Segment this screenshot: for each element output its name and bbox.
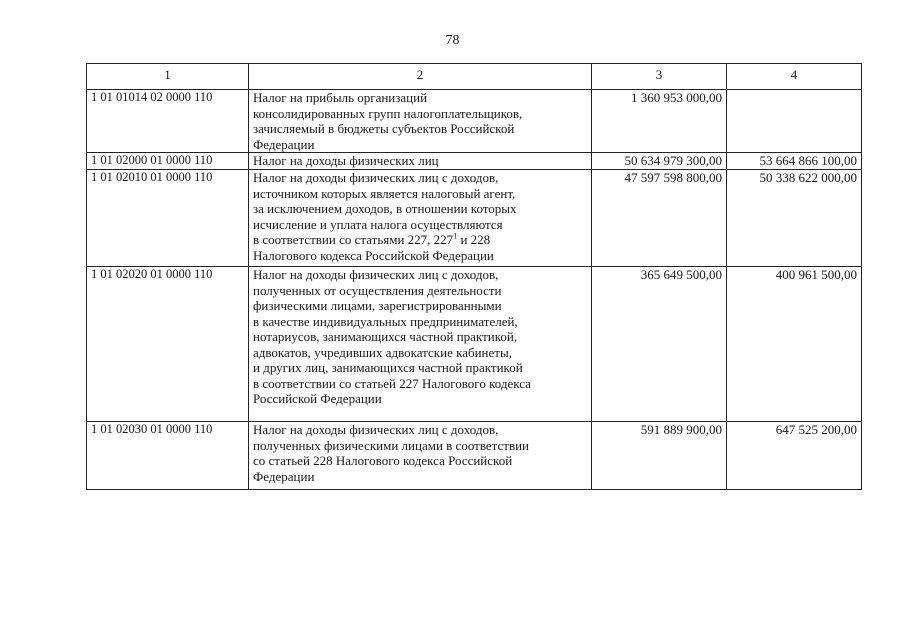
- amount-column-3-cell: 50 634 979 300,00: [592, 153, 727, 170]
- amount-column-4-cell: 53 664 866 100,00: [727, 153, 862, 170]
- column-header-4: 4: [727, 64, 862, 90]
- column-header-1: 1: [87, 64, 249, 90]
- table-row: [87, 267, 862, 422]
- amount-column-3-cell: 591 889 900,00: [592, 422, 727, 490]
- budget-code-cell: 1 01 02020 01 0000 110: [87, 267, 249, 422]
- description-cell: Налог на доходы физических лиц с доходов, полученных от осуществления деятельности физическими лицами, зарегистрированными в качестве индивидуальных предпринимателей, нотариусов, занимающихся частной практикой, адвокатов, учредивших адвокатские кабинеты, и других лиц, занимающихся частной практикой в соответствии со статьей 227 Налогового кодекса Российской Федерации: [249, 267, 592, 422]
- table-row: [87, 422, 862, 490]
- amount-column-3-cell: 365 649 500,00: [592, 267, 727, 422]
- table-row: [87, 170, 862, 267]
- description-cell: Налог на прибыль организаций консолидированных групп налогоплательщиков, зачисляемый в бюджеты субъектов Российской Федерации: [249, 90, 592, 153]
- column-header-3: 3: [592, 64, 727, 90]
- amount-column-4-cell: 647 525 200,00: [727, 422, 862, 490]
- budget-code-cell: 1 01 02000 01 0000 110: [87, 153, 249, 170]
- description-text: Налог на доходы физических лиц с доходов, источником которых является налоговый агент, за исключением доходов, в отношении которых исчисление и уплата налога осуществляются в соответствии со статьями 227, 227: [253, 170, 517, 247]
- table-header-row: [87, 64, 862, 90]
- budget-code-cell: 1 01 02030 01 0000 110: [87, 422, 249, 490]
- amount-column-3-cell: 1 360 953 000,00: [592, 90, 727, 153]
- table-row: [87, 153, 862, 170]
- revenue-table: [86, 63, 862, 490]
- page-number: 78: [445, 33, 460, 48]
- description-text-continued: и 228 Налогового кодекса Российской Федерации: [253, 232, 494, 263]
- description-cell: Налог на доходы физических лиц: [249, 153, 592, 170]
- article-superscript: 1: [453, 231, 458, 241]
- amount-column-3-cell: 47 597 598 800,00: [592, 170, 727, 267]
- budget-code-cell: 1 01 01014 02 0000 110: [87, 90, 249, 153]
- table-row: [87, 90, 862, 153]
- amount-column-4-cell: [727, 90, 862, 153]
- amount-column-4-cell: 400 961 500,00: [727, 267, 862, 422]
- description-cell: Налог на доходы физических лиц с доходов, полученных физическими лицами в соответствии со статьей 228 Налогового кодекса Российской Федерации: [249, 422, 592, 490]
- budget-code-cell: 1 01 02010 01 0000 110: [87, 170, 249, 267]
- description-cell: [249, 170, 592, 267]
- amount-column-4-cell: 50 338 622 000,00: [727, 170, 862, 267]
- column-header-2: 2: [249, 64, 592, 90]
